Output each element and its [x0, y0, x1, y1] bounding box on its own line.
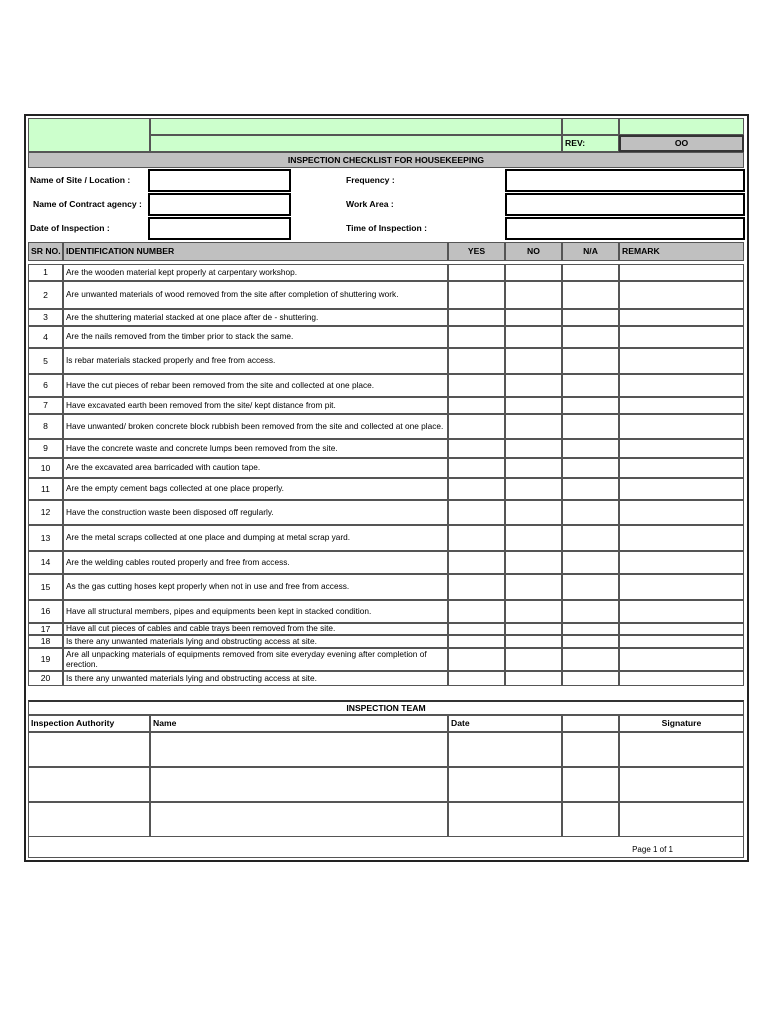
- checklist-item-text: Have the construction waste been disposed off regularly.: [63, 500, 448, 525]
- remark-cell[interactable]: [619, 671, 744, 686]
- sr-number: 8: [28, 414, 63, 439]
- na-cell[interactable]: [562, 264, 619, 281]
- yes-cell[interactable]: [448, 326, 505, 348]
- no-cell[interactable]: [505, 397, 562, 414]
- no-cell[interactable]: [505, 671, 562, 686]
- remark-cell[interactable]: [619, 458, 744, 478]
- na-cell[interactable]: [562, 623, 619, 635]
- contract-agency-field[interactable]: [148, 193, 291, 216]
- signature-cell[interactable]: [619, 767, 744, 802]
- yes-cell[interactable]: [448, 671, 505, 686]
- checklist-item-text: Have all structural members, pipes and equipments been kept in stacked condition.: [63, 600, 448, 623]
- na-cell[interactable]: [562, 414, 619, 439]
- col-no: NO: [505, 242, 562, 261]
- no-cell[interactable]: [505, 500, 562, 525]
- yes-cell[interactable]: [448, 397, 505, 414]
- remark-cell[interactable]: [619, 326, 744, 348]
- checklist-item-text: Have the concrete waste and concrete lumps been removed from the site.: [63, 439, 448, 458]
- checklist-item-text: Is there any unwanted materials lying and obstructing access at site.: [63, 671, 448, 686]
- yes-cell[interactable]: [448, 309, 505, 326]
- no-cell[interactable]: [505, 264, 562, 281]
- work-area-field[interactable]: [505, 193, 745, 216]
- checklist-item-text: Have the cut pieces of rebar been removed from the site and collected at one place.: [63, 374, 448, 397]
- team-header-cell: [562, 715, 619, 732]
- sr-number: 13: [28, 525, 63, 551]
- date-of-inspection-label: Date of Inspection :: [30, 223, 110, 233]
- sr-number: 9: [28, 439, 63, 458]
- rev-value: OO: [619, 135, 744, 152]
- yes-cell[interactable]: [448, 623, 505, 635]
- work-area-label: Work Area :: [346, 199, 394, 209]
- no-cell[interactable]: [505, 348, 562, 374]
- yes-cell[interactable]: [448, 500, 505, 525]
- frequency-field[interactable]: [505, 169, 745, 192]
- no-cell[interactable]: [505, 478, 562, 500]
- yes-cell[interactable]: [448, 458, 505, 478]
- remark-cell[interactable]: [619, 414, 744, 439]
- checklist-item-text: Are the nails removed from the timber prior to stack the same.: [63, 326, 448, 348]
- page-number: Page 1 of 1: [632, 845, 673, 855]
- no-cell[interactable]: [505, 374, 562, 397]
- na-cell[interactable]: [562, 348, 619, 374]
- sr-number: 16: [28, 600, 63, 623]
- sr-number: 20: [28, 671, 63, 686]
- remark-cell[interactable]: [619, 478, 744, 500]
- header-cell: [562, 118, 619, 135]
- col-sr-no: SR NO.: [28, 242, 63, 261]
- checklist-item-text: Is there any unwanted materials lying and obstructing access at site.: [63, 635, 448, 648]
- checklist-item-text: Have all cut pieces of cables and cable trays been removed from the site.: [63, 623, 448, 635]
- sr-number: 5: [28, 348, 63, 374]
- col-signature: Signature: [619, 715, 744, 732]
- date-of-inspection-field[interactable]: [148, 217, 291, 240]
- sr-number: 1: [28, 264, 63, 281]
- na-cell[interactable]: [562, 374, 619, 397]
- remark-cell[interactable]: [619, 264, 744, 281]
- no-cell[interactable]: [505, 574, 562, 600]
- na-cell[interactable]: [562, 600, 619, 623]
- remark-cell[interactable]: [619, 500, 744, 525]
- na-cell[interactable]: [562, 281, 619, 309]
- inspection-team-title: INSPECTION TEAM: [28, 700, 744, 715]
- team-cell[interactable]: [562, 732, 619, 767]
- na-cell[interactable]: [562, 326, 619, 348]
- sr-number: 3: [28, 309, 63, 326]
- sr-number: 4: [28, 326, 63, 348]
- name-cell[interactable]: [150, 767, 448, 802]
- no-cell[interactable]: [505, 326, 562, 348]
- sr-number: 6: [28, 374, 63, 397]
- yes-cell[interactable]: [448, 551, 505, 574]
- authority-cell[interactable]: [28, 802, 150, 837]
- remark-cell[interactable]: [619, 439, 744, 458]
- no-cell[interactable]: [505, 648, 562, 671]
- yes-cell[interactable]: [448, 348, 505, 374]
- remark-cell[interactable]: [619, 397, 744, 414]
- header-bottom-cell: [150, 135, 562, 152]
- remark-cell[interactable]: [619, 281, 744, 309]
- yes-cell[interactable]: [448, 574, 505, 600]
- checklist-item-text: Are all unpacking materials of equipments removed from site everyday evening after completion of erection.: [63, 648, 448, 671]
- no-cell[interactable]: [505, 525, 562, 551]
- checklist-item-text: Are the excavated area barricaded with caution tape.: [63, 458, 448, 478]
- sr-number: 10: [28, 458, 63, 478]
- checklist-item-text: Are unwanted materials of wood removed from the site after completion of shuttering work.: [63, 281, 448, 309]
- remark-cell[interactable]: [619, 648, 744, 671]
- na-cell[interactable]: [562, 671, 619, 686]
- time-of-inspection-label: Time of Inspection :: [346, 223, 428, 233]
- col-identification: IDENTIFICATION NUMBER: [63, 242, 448, 261]
- na-cell[interactable]: [562, 397, 619, 414]
- yes-cell[interactable]: [448, 439, 505, 458]
- na-cell[interactable]: [562, 648, 619, 671]
- no-cell[interactable]: [505, 281, 562, 309]
- na-cell[interactable]: [562, 525, 619, 551]
- name-cell[interactable]: [150, 732, 448, 767]
- na-cell[interactable]: [562, 439, 619, 458]
- remark-cell[interactable]: [619, 623, 744, 635]
- yes-cell[interactable]: [448, 648, 505, 671]
- header-cell: [619, 118, 744, 135]
- date-cell[interactable]: [448, 802, 562, 837]
- signature-cell[interactable]: [619, 802, 744, 837]
- col-date: Date: [448, 715, 562, 732]
- no-cell[interactable]: [505, 551, 562, 574]
- remark-cell[interactable]: [619, 574, 744, 600]
- remark-cell[interactable]: [619, 309, 744, 326]
- footer: [28, 836, 744, 858]
- no-cell[interactable]: [505, 309, 562, 326]
- yes-cell[interactable]: [448, 264, 505, 281]
- na-cell[interactable]: [562, 458, 619, 478]
- col-na: N/A: [562, 242, 619, 261]
- checklist-item-text: Have unwanted/ broken concrete block rubbish been removed from the site and collected at one place.: [63, 414, 448, 439]
- name-cell[interactable]: [150, 802, 448, 837]
- signature-cell[interactable]: [619, 732, 744, 767]
- na-cell[interactable]: [562, 635, 619, 648]
- yes-cell[interactable]: [448, 600, 505, 623]
- sr-number: 12: [28, 500, 63, 525]
- remark-cell[interactable]: [619, 551, 744, 574]
- no-cell[interactable]: [505, 623, 562, 635]
- no-cell[interactable]: [505, 635, 562, 648]
- yes-cell[interactable]: [448, 281, 505, 309]
- col-inspection-authority: Inspection Authority: [28, 715, 150, 732]
- sr-number: 18: [28, 635, 63, 648]
- sr-number: 2: [28, 281, 63, 309]
- team-cell[interactable]: [562, 802, 619, 837]
- date-cell[interactable]: [448, 767, 562, 802]
- yes-cell[interactable]: [448, 374, 505, 397]
- na-cell[interactable]: [562, 574, 619, 600]
- remark-cell[interactable]: [619, 374, 744, 397]
- page-title: INSPECTION CHECKLIST FOR HOUSEKEEPING: [28, 152, 744, 168]
- checklist-item-text: As the gas cutting hoses kept properly when not in use and free from access.: [63, 574, 448, 600]
- remark-cell[interactable]: [619, 348, 744, 374]
- header-top-cell: [150, 118, 562, 135]
- sr-number: 15: [28, 574, 63, 600]
- col-remark: REMARK: [619, 242, 744, 261]
- na-cell[interactable]: [562, 309, 619, 326]
- checklist-item-text: Is rebar materials stacked properly and free from access.: [63, 348, 448, 374]
- col-name: Name: [150, 715, 448, 732]
- sr-number: 14: [28, 551, 63, 574]
- sr-number: 7: [28, 397, 63, 414]
- team-cell[interactable]: [562, 767, 619, 802]
- sr-number: 17: [28, 623, 63, 635]
- checklist-item-text: Are the shuttering material stacked at one place after de - shuttering.: [63, 309, 448, 326]
- yes-cell[interactable]: [448, 635, 505, 648]
- no-cell[interactable]: [505, 414, 562, 439]
- time-of-inspection-field[interactable]: [505, 217, 745, 240]
- remark-cell[interactable]: [619, 525, 744, 551]
- no-cell[interactable]: [505, 600, 562, 623]
- date-cell[interactable]: [448, 732, 562, 767]
- na-cell[interactable]: [562, 500, 619, 525]
- site-location-label: Name of Site / Location :: [30, 175, 131, 185]
- checklist-item-text: Are the welding cables routed properly and free from access.: [63, 551, 448, 574]
- no-cell[interactable]: [505, 439, 562, 458]
- logo-area: [28, 118, 150, 152]
- remark-cell[interactable]: [619, 635, 744, 648]
- sr-number: 19: [28, 648, 63, 671]
- yes-cell[interactable]: [448, 525, 505, 551]
- authority-cell[interactable]: [28, 767, 150, 802]
- checklist-item-text: Are the empty cement bags collected at one place properly.: [63, 478, 448, 500]
- sr-number: 11: [28, 478, 63, 500]
- rev-label: REV:: [562, 135, 619, 152]
- yes-cell[interactable]: [448, 478, 505, 500]
- remark-cell[interactable]: [619, 600, 744, 623]
- col-yes: YES: [448, 242, 505, 261]
- na-cell[interactable]: [562, 478, 619, 500]
- authority-cell[interactable]: [28, 732, 150, 767]
- checklist-item-text: Are the metal scraps collected at one place and dumping at metal scrap yard.: [63, 525, 448, 551]
- na-cell[interactable]: [562, 551, 619, 574]
- yes-cell[interactable]: [448, 414, 505, 439]
- site-location-field[interactable]: [148, 169, 291, 192]
- no-cell[interactable]: [505, 458, 562, 478]
- frequency-label: Frequency :: [346, 175, 395, 185]
- contract-agency-label: Name of Contract agency :: [33, 199, 142, 209]
- checklist-item-text: Are the wooden material kept properly at carpentary workshop.: [63, 264, 448, 281]
- checklist-item-text: Have excavated earth been removed from the site/ kept distance from pit.: [63, 397, 448, 414]
